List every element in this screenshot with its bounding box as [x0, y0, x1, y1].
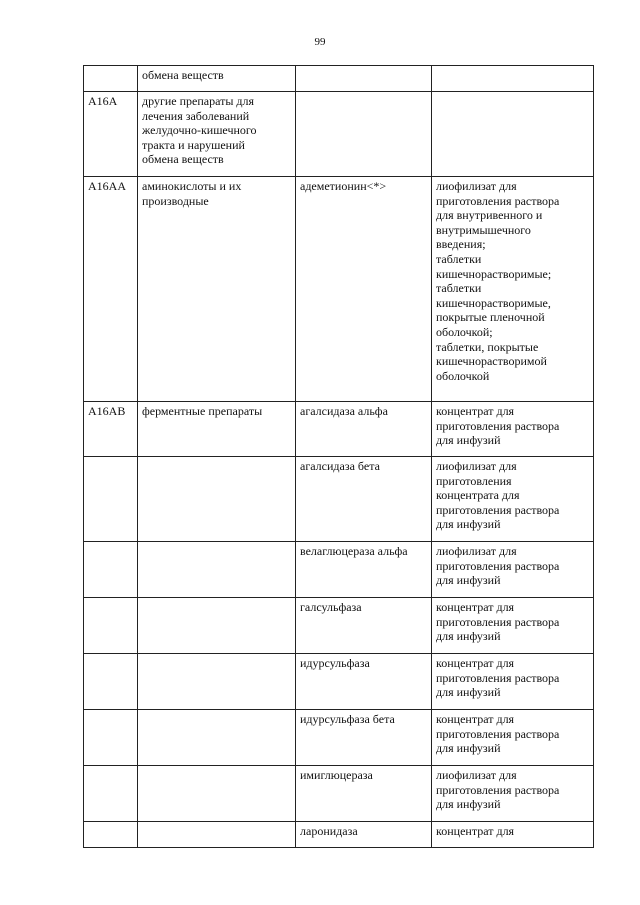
dosage-form-line: концентрат для — [436, 824, 515, 838]
group-cell — [138, 598, 296, 654]
table-row — [84, 457, 594, 542]
atc-code-cell — [84, 542, 138, 598]
drug-name-cell: галсульфаза — [296, 598, 432, 654]
table-row — [84, 542, 594, 598]
dosage-form-line: приготовления раствора — [436, 418, 560, 433]
dosage-form-line: концентрат для — [436, 712, 515, 726]
dosage-form-line: приготовления раствора — [436, 193, 560, 208]
dosage-form-line: лиофилизат для — [436, 459, 517, 473]
group-line: лечения заболеваний — [142, 108, 250, 123]
atc-code-cell — [84, 710, 138, 766]
dosage-form-line: концентрат для — [436, 404, 515, 418]
group-line: обмена веществ — [142, 152, 224, 167]
dosage-form-line: для инфузий — [436, 741, 501, 756]
dosage-form-line: приготовления раствора — [436, 782, 560, 797]
table-row — [84, 598, 594, 654]
dosage-form-line: лиофилизат для — [436, 544, 517, 558]
group-cell — [138, 542, 296, 598]
group-line: тракта и нарушений — [142, 137, 245, 152]
dosage-form-line: покрытые пленочной — [436, 310, 545, 325]
dosage-form-line: введения; — [436, 237, 486, 252]
page-number: 99 — [314, 36, 326, 48]
group-cell — [138, 710, 296, 766]
table-row — [84, 710, 594, 766]
dosage-form-line: кишечнорастворимые, — [436, 295, 551, 310]
dosage-form-line: приготовления раствора — [436, 726, 560, 741]
atc-code-cell — [84, 457, 138, 542]
dosage-form-line: оболочкой — [436, 368, 490, 383]
group-cell — [138, 822, 296, 848]
dosage-form-line: для инфузий — [436, 433, 501, 448]
dosage-form-line: таблетки — [436, 281, 482, 296]
table-row — [84, 766, 594, 822]
group-cell — [138, 402, 296, 457]
atc-code-cell: A16AA — [84, 177, 138, 402]
table-row — [84, 92, 594, 177]
dosage-form-cell — [432, 66, 594, 92]
drug-name-cell: имиглюцераза — [296, 766, 432, 822]
table-row — [84, 402, 594, 457]
drug-name-cell — [296, 92, 432, 177]
atc-code-cell: A16AB — [84, 402, 138, 457]
group-cell — [138, 766, 296, 822]
dosage-form-line: таблетки — [436, 251, 482, 266]
dosage-form-line: для инфузий — [436, 797, 501, 812]
dosage-form-cell — [432, 457, 594, 542]
dosage-form-cell — [432, 598, 594, 654]
atc-code-cell — [84, 766, 138, 822]
dosage-form-line: кишечнорастворимой — [436, 354, 547, 369]
dosage-form-cell — [432, 822, 594, 848]
table-row — [84, 66, 594, 92]
drug-name-cell: агалсидаза бета — [296, 457, 432, 542]
dosage-form-line: приготовления раствора — [436, 670, 560, 685]
dosage-form-line: приготовления раствора — [436, 558, 560, 573]
dosage-form-cell — [432, 766, 594, 822]
group-line: аминокислоты и их — [142, 179, 242, 193]
atc-code-cell — [84, 66, 138, 92]
dosage-form-cell — [432, 402, 594, 457]
dosage-form-cell — [432, 92, 594, 177]
dosage-form-line: оболочкой; — [436, 324, 493, 339]
dosage-form-line: лиофилизат для — [436, 179, 517, 193]
group-cell — [138, 177, 296, 402]
atc-code-cell — [84, 598, 138, 654]
dosage-form-cell — [432, 710, 594, 766]
dosage-form-line: для внутривенного и — [436, 208, 543, 223]
drug-name-cell — [296, 66, 432, 92]
group-cell — [138, 92, 296, 177]
dosage-form-line: приготовления — [436, 473, 512, 488]
dosage-form-line: лиофилизат для — [436, 768, 517, 782]
drug-name-cell: ларонидаза — [296, 822, 432, 848]
drug-name-cell: адеметионин<*> — [296, 177, 432, 402]
dosage-form-line: кишечнорастворимые; — [436, 266, 552, 281]
dosage-form-line: внутримышечного — [436, 222, 531, 237]
dosage-form-line: для инфузий — [436, 573, 501, 588]
atc-code-cell — [84, 822, 138, 848]
dosage-form-line: для инфузий — [436, 629, 501, 644]
group-cell — [138, 457, 296, 542]
atc-code-cell: A16A — [84, 92, 138, 177]
drug-table-body — [84, 66, 594, 848]
group-line: другие препараты для — [142, 94, 255, 108]
drug-name-cell: агалсидаза альфа — [296, 402, 432, 457]
table-row — [84, 654, 594, 710]
drug-name-cell: идурсульфаза бета — [296, 710, 432, 766]
group-line: желудочно-кишечного — [142, 123, 257, 138]
drug-name-cell: идурсульфаза — [296, 654, 432, 710]
dosage-form-line: концентрат для — [436, 656, 515, 670]
group-line: производные — [142, 193, 209, 208]
group-cell — [138, 654, 296, 710]
dosage-form-line: приготовления раствора — [436, 502, 560, 517]
dosage-form-line: приготовления раствора — [436, 614, 560, 629]
drug-table — [83, 65, 594, 848]
dosage-form-line: концентрата для — [436, 488, 520, 503]
dosage-form-line: для инфузий — [436, 685, 501, 700]
group-line: ферментные препараты — [142, 404, 263, 418]
dosage-form-line: концентрат для — [436, 600, 515, 614]
table-row — [84, 177, 594, 402]
dosage-form-cell — [432, 177, 594, 402]
dosage-form-cell — [432, 542, 594, 598]
dosage-form-line: для инфузий — [436, 517, 501, 532]
dosage-form-cell — [432, 654, 594, 710]
group-line: обмена веществ — [142, 68, 224, 82]
drug-name-cell: велаглюцераза альфа — [296, 542, 432, 598]
table-row — [84, 822, 594, 848]
atc-code-cell — [84, 654, 138, 710]
dosage-form-line: таблетки, покрытые — [436, 339, 539, 354]
group-cell — [138, 66, 296, 92]
